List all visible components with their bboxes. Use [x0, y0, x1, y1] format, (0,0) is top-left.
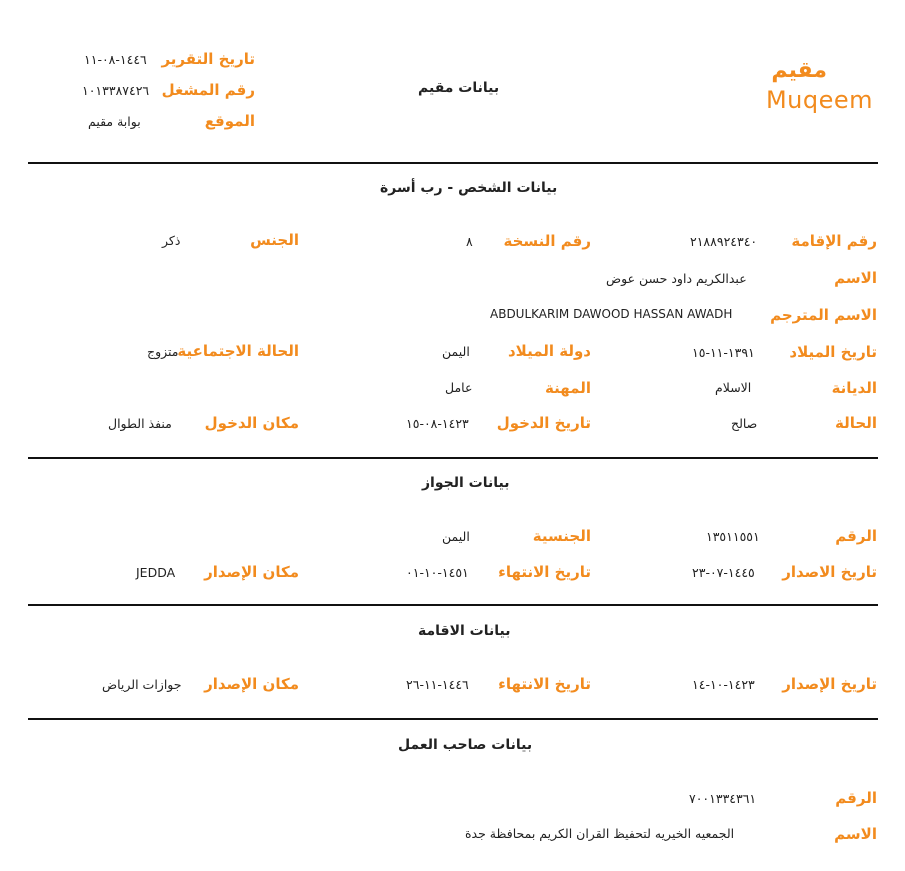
religion-label: الديانة — [831, 379, 877, 397]
name-label: الاسم — [834, 269, 877, 287]
translated-name-label: الاسم المترجم — [770, 306, 877, 324]
birth-country-label: دولة الميلاد — [507, 342, 591, 360]
nationality-label: الجنسية — [532, 527, 591, 545]
marital-status-value: متزوج — [147, 344, 179, 359]
passport-number-value: ١٣٥١١٥٥١ — [706, 529, 760, 544]
iqama-no-value: ٢١٨٨٩٢٤٣٤٠ — [690, 234, 758, 249]
residence-section-title: بيانات الاقامة — [418, 623, 511, 639]
residence-expiry-label: تاريخ الانتهاء — [498, 675, 591, 693]
birth-date-label: تاريخ الميلاد — [789, 343, 877, 361]
status-value: صالح — [731, 416, 758, 431]
passport-issue-date-label: تاريخ الاصدار — [782, 563, 877, 581]
birth-date-value: ١٣٩١-١١-١٥ — [692, 345, 755, 360]
gender-value: ذكر — [162, 233, 181, 248]
status-label: الحالة — [835, 414, 877, 432]
operator-value: ١٠١٣٣٨٧٤٢٦ — [82, 83, 150, 98]
passport-issue-place-value: JEDDA — [136, 565, 176, 580]
employer-name-label: الاسم — [834, 825, 877, 843]
divider — [28, 162, 878, 164]
passport-expiry-value: ١٤٥١-١٠-٠١ — [406, 565, 469, 580]
entry-place-value: منفذ الطوال — [108, 416, 172, 431]
passport-expiry-label: تاريخ الانتهاء — [498, 563, 591, 581]
iqama-no-label: رقم الإقامة — [791, 232, 877, 250]
residence-issue-date-label: تاريخ الإصدار — [782, 675, 877, 693]
location-label: الموقع — [204, 112, 255, 130]
translated-name-value: ABDULKARIM DAWOOD HASSAN AWADH — [490, 307, 733, 321]
logo-arabic: مقيم — [771, 58, 827, 83]
name-value: عبدالكريم داود حسن عوض — [606, 271, 747, 286]
employer-number-value: ٧٠٠١٣٣٤٣٦١ — [689, 791, 757, 806]
religion-value: الاسلام — [715, 380, 752, 395]
birth-country-value: اليمن — [442, 344, 470, 359]
passport-section-title: بيانات الجواز — [422, 475, 510, 491]
person-section-title: بيانات الشخص - رب أسرة — [380, 180, 558, 196]
passport-number-label: الرقم — [835, 527, 877, 545]
passport-issue-place-label: مكان الإصدار — [204, 563, 299, 581]
divider — [28, 457, 878, 459]
divider — [28, 718, 878, 720]
report-date-label: تاريخ التقرير — [161, 50, 255, 68]
entry-date-label: تاريخ الدخول — [496, 414, 591, 432]
passport-issue-date-value: ١٤٤٥-٠٧-٢٣ — [692, 565, 755, 580]
gender-label: الجنس — [250, 231, 299, 249]
operator-label: رقم المشغل — [161, 81, 255, 99]
residence-expiry-value: ١٤٤٦-١١-٢٦ — [406, 677, 469, 692]
occupation-value: عامل — [445, 380, 473, 395]
occupation-label: المهنة — [545, 379, 591, 397]
residence-issue-place-value: جوازات الرياض — [102, 677, 182, 692]
residence-issue-place-label: مكان الإصدار — [204, 675, 299, 693]
entry-date-value: ١٤٢٣-٠٨-١٥ — [406, 416, 469, 431]
divider — [28, 604, 878, 606]
page-title: بيانات مقيم — [418, 80, 500, 96]
report-date-value: ١٤٤٦-٠٨-١١ — [84, 52, 147, 67]
entry-place-label: مكان الدخول — [204, 414, 299, 432]
copy-no-value: ٨ — [466, 234, 473, 249]
marital-status-label: الحالة الاجتماعية — [177, 342, 299, 360]
employer-number-label: الرقم — [835, 789, 877, 807]
logo-english: Muqeem — [765, 86, 873, 114]
nationality-value: اليمن — [442, 529, 470, 544]
copy-no-label: رقم النسخة — [503, 232, 591, 250]
employer-section-title: بيانات صاحب العمل — [398, 737, 533, 753]
location-value: بوابة مقيم — [88, 114, 141, 129]
residence-issue-date-value: ١٤٢٣-١٠-١٤ — [692, 677, 755, 692]
employer-name-value: الجمعيه الخيريه لتحفيظ القران الكريم بمحافظة جدة — [465, 826, 735, 841]
